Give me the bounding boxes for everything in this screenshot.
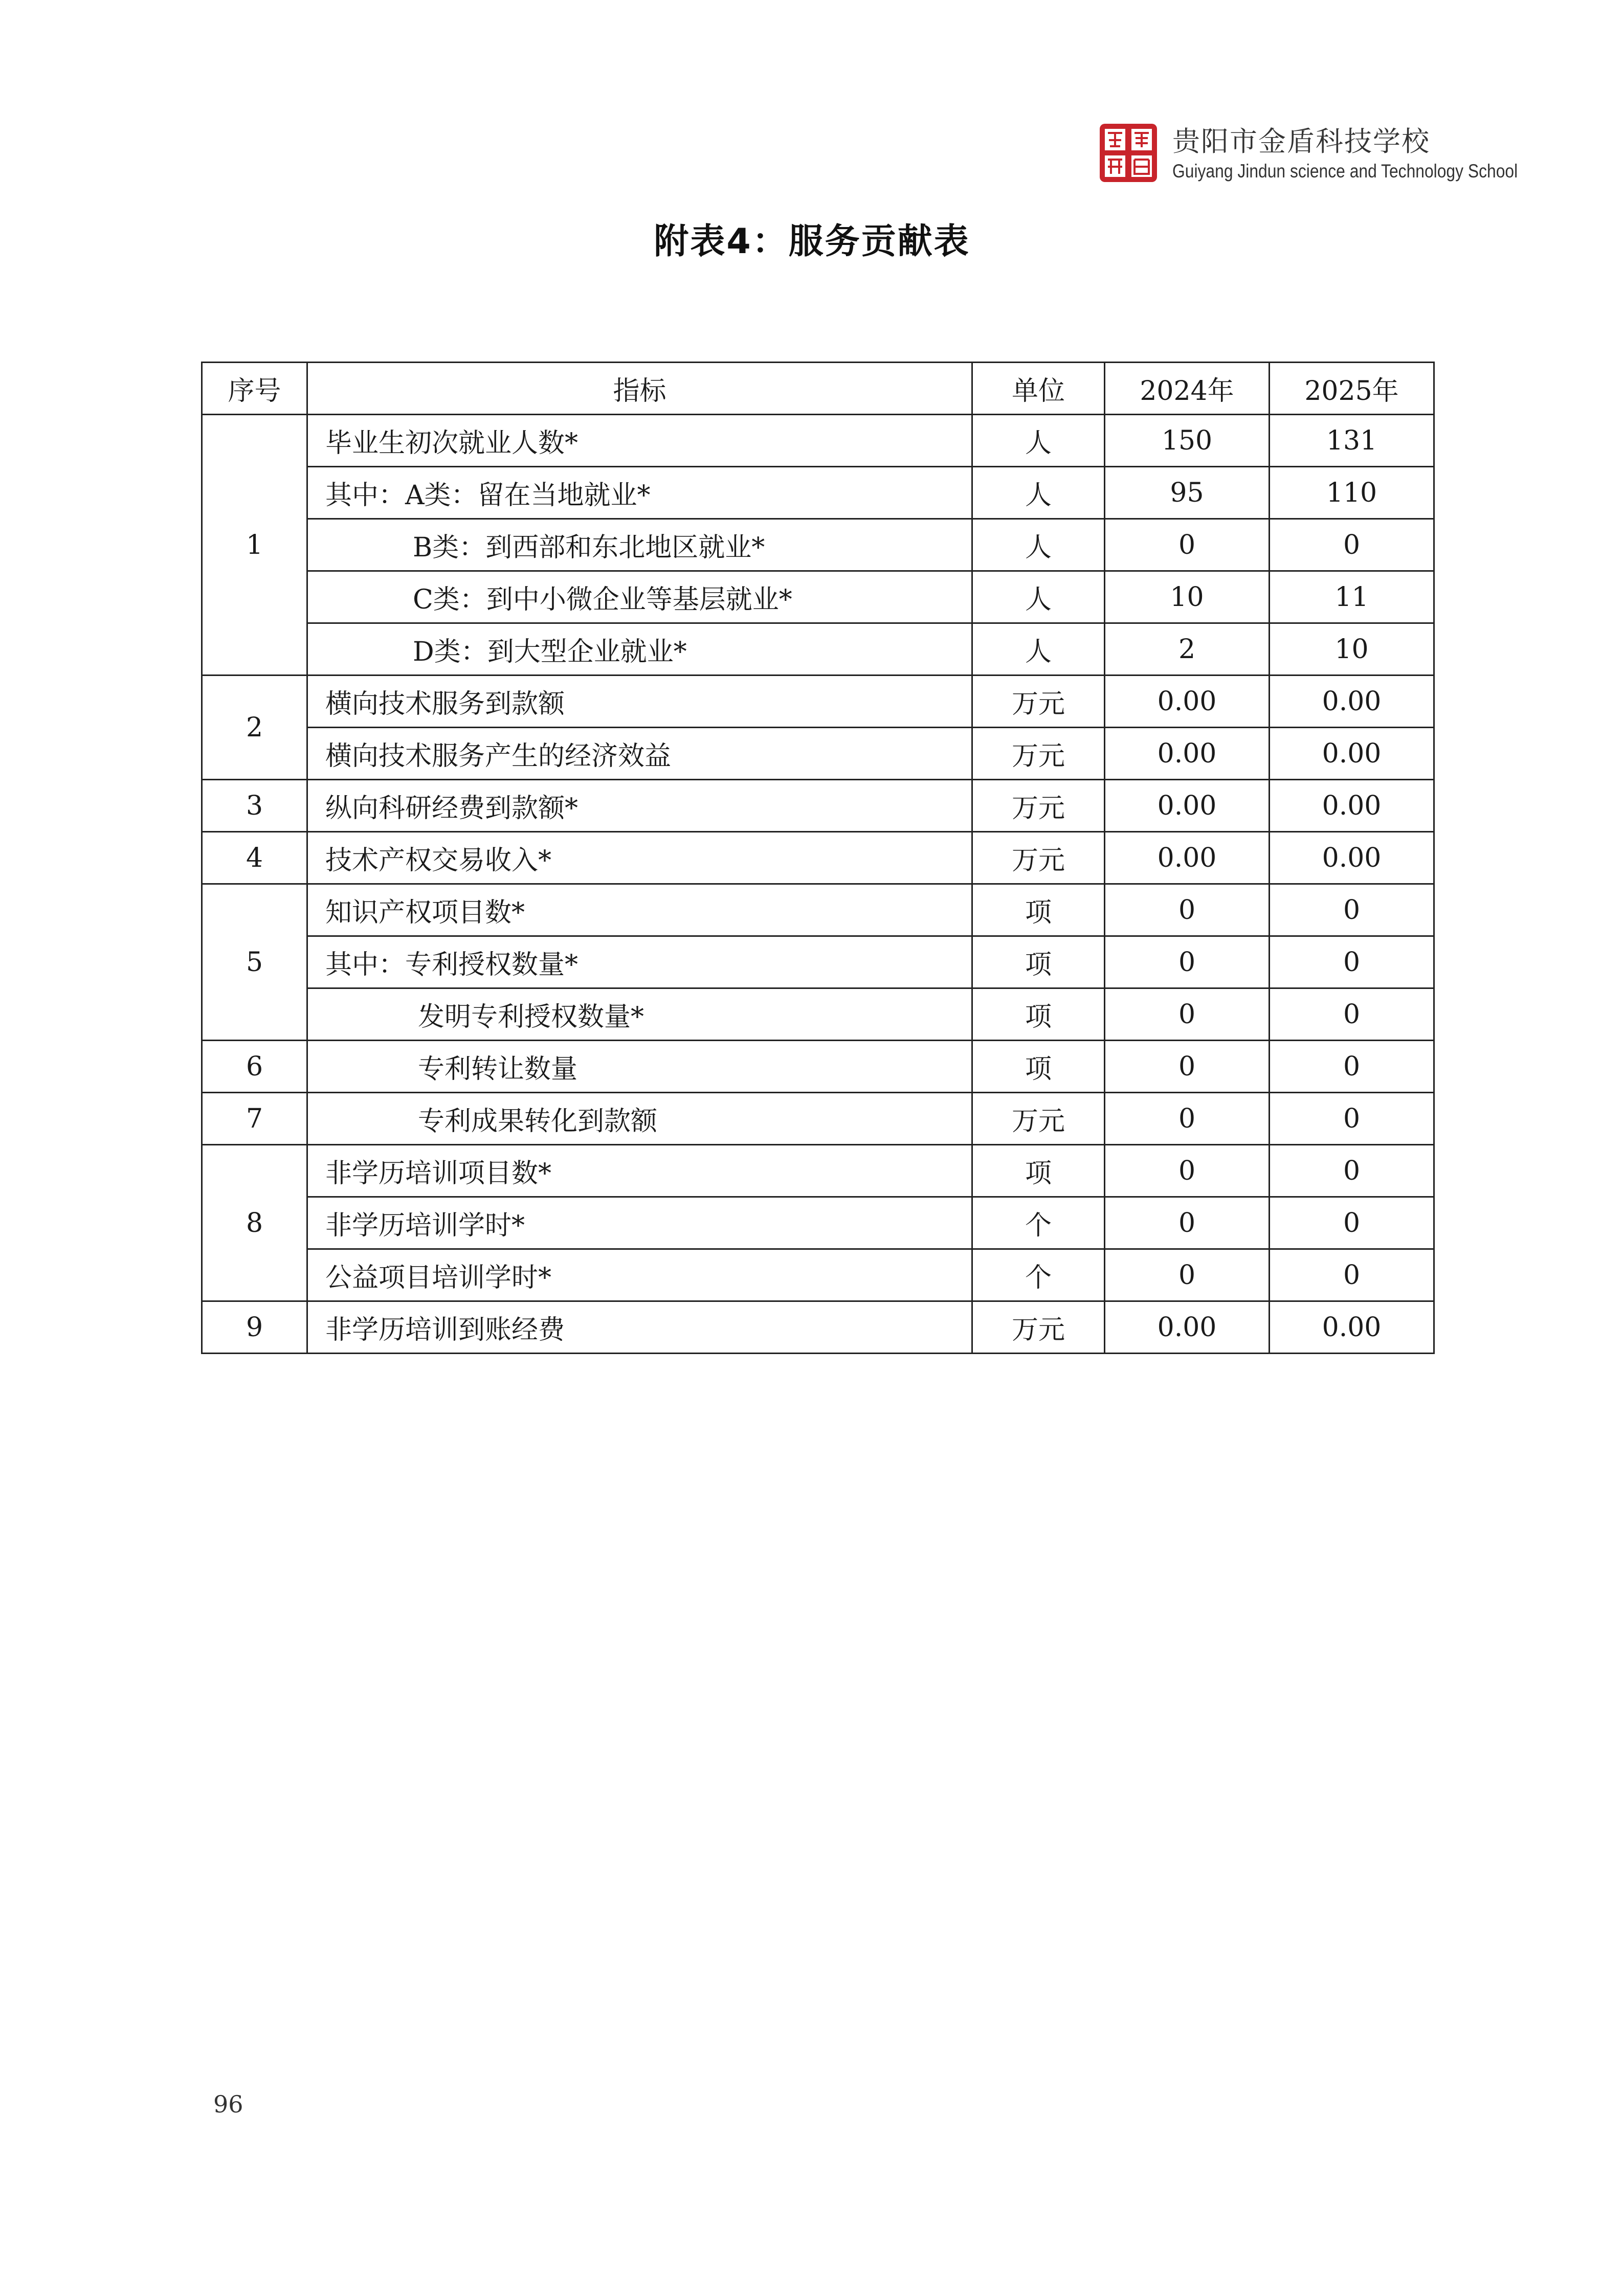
indicator-cell: 专利成果转化到款额: [307, 1093, 972, 1145]
value-2024-cell: 95: [1105, 467, 1270, 519]
unit-cell: 万元: [972, 832, 1105, 884]
value-2024-cell: 0: [1105, 988, 1270, 1041]
unit-cell: 人: [972, 571, 1105, 623]
indicator-cell: 专利转让数量: [307, 1041, 972, 1093]
value-2025-cell: 131: [1270, 415, 1434, 467]
table-row: [202, 936, 1434, 988]
table-row: [202, 988, 1434, 1041]
unit-cell: 项: [972, 1041, 1105, 1093]
indicator-cell: 其中：A类：留在当地就业*: [307, 467, 972, 519]
header-cell-unit: 单位: [972, 363, 1105, 415]
value-2025-cell: 0: [1270, 988, 1434, 1041]
indicator-cell: 技术产权交易收入*: [307, 832, 972, 884]
value-2024-cell: 0.00: [1105, 676, 1270, 728]
value-2025-cell: 11: [1270, 571, 1434, 623]
value-2024-cell: 0: [1105, 519, 1270, 571]
row-number-cell: 5: [202, 884, 307, 1041]
value-2024-cell: 0: [1105, 1041, 1270, 1093]
unit-cell: 万元: [972, 1301, 1105, 1354]
value-2024-cell: 0: [1105, 1145, 1270, 1197]
indicator-cell: 非学历培训学时*: [307, 1197, 972, 1249]
header-cell-2024: 2024年: [1105, 363, 1270, 415]
value-2025-cell: 0: [1270, 519, 1434, 571]
school-seal-logo: [1099, 123, 1158, 183]
row-number-cell: 8: [202, 1145, 307, 1301]
table-row: [202, 728, 1434, 780]
table-row: [202, 571, 1434, 623]
value-2025-cell: 10: [1270, 623, 1434, 676]
value-2025-cell: 0.00: [1270, 780, 1434, 832]
indicator-cell: 毕业生初次就业人数*: [307, 415, 972, 467]
value-2025-cell: 0: [1270, 884, 1434, 936]
page-title: 附表4：服务贡献表: [654, 221, 970, 262]
value-2025-cell: 0: [1270, 1249, 1434, 1301]
header-cell-2025: 2025年: [1270, 363, 1434, 415]
value-2025-cell: 0: [1270, 1197, 1434, 1249]
value-2024-cell: 0: [1105, 1249, 1270, 1301]
indicator-cell: 横向技术服务到款额: [307, 676, 972, 728]
table-row: [202, 1041, 1434, 1093]
indicator-cell: 发明专利授权数量*: [307, 988, 972, 1041]
value-2025-cell: 0: [1270, 1093, 1434, 1145]
value-2024-cell: 0: [1105, 884, 1270, 936]
value-2025-cell: 0.00: [1270, 676, 1434, 728]
value-2025-cell: 0: [1270, 936, 1434, 988]
unit-cell: 人: [972, 519, 1105, 571]
table-header-row: [202, 363, 1434, 415]
indicator-cell: D类：到大型企业就业*: [307, 623, 972, 676]
unit-cell: 个: [972, 1249, 1105, 1301]
school-name: 贵阳市金盾科技学校: [1172, 125, 1430, 157]
unit-cell: 项: [972, 936, 1105, 988]
value-2025-cell: 0: [1270, 1145, 1434, 1197]
table-row: [202, 1145, 1434, 1197]
value-2024-cell: 0.00: [1105, 1301, 1270, 1354]
indicator-cell: 非学历培训项目数*: [307, 1145, 972, 1197]
table-row: [202, 623, 1434, 676]
value-2024-cell: 0.00: [1105, 832, 1270, 884]
school-name-english: Guiyang Jindun science and Technology School: [1172, 161, 1518, 182]
unit-cell: 万元: [972, 1093, 1105, 1145]
value-2024-cell: 150: [1105, 415, 1270, 467]
value-2024-cell: 0.00: [1105, 780, 1270, 832]
indicator-cell: 非学历培训到账经费: [307, 1301, 972, 1354]
table-row: [202, 676, 1434, 728]
value-2024-cell: 0: [1105, 1093, 1270, 1145]
table-row: [202, 467, 1434, 519]
row-number-cell: 6: [202, 1041, 307, 1093]
table-row: [202, 519, 1434, 571]
value-2024-cell: 0: [1105, 936, 1270, 988]
unit-cell: 万元: [972, 676, 1105, 728]
unit-cell: 人: [972, 467, 1105, 519]
indicator-cell: 横向技术服务产生的经济效益: [307, 728, 972, 780]
table-row: [202, 780, 1434, 832]
header-cell-indicator: 指标: [307, 363, 972, 415]
unit-cell: 人: [972, 415, 1105, 467]
value-2025-cell: 0: [1270, 1041, 1434, 1093]
table-row: [202, 884, 1434, 936]
row-number-cell: 3: [202, 780, 307, 832]
page-number: 96: [213, 2090, 243, 2118]
table-row: [202, 832, 1434, 884]
row-number-cell: 1: [202, 415, 307, 676]
value-2025-cell: 0.00: [1270, 1301, 1434, 1354]
unit-cell: 个: [972, 1197, 1105, 1249]
table-row: [202, 1249, 1434, 1301]
row-number-cell: 4: [202, 832, 307, 884]
row-number-cell: 9: [202, 1301, 307, 1354]
table-row: [202, 1301, 1434, 1354]
value-2024-cell: 0.00: [1105, 728, 1270, 780]
table-row: [202, 1093, 1434, 1145]
unit-cell: 万元: [972, 780, 1105, 832]
table-row: [202, 1197, 1434, 1249]
indicator-cell: 公益项目培训学时*: [307, 1249, 972, 1301]
indicator-cell: 纵向科研经费到款额*: [307, 780, 972, 832]
service-contribution-table: [201, 362, 1435, 1354]
unit-cell: 项: [972, 988, 1105, 1041]
unit-cell: 人: [972, 623, 1105, 676]
value-2024-cell: 2: [1105, 623, 1270, 676]
unit-cell: 项: [972, 1145, 1105, 1197]
value-2025-cell: 0.00: [1270, 832, 1434, 884]
table-row: [202, 415, 1434, 467]
value-2025-cell: 110: [1270, 467, 1434, 519]
unit-cell: 项: [972, 884, 1105, 936]
value-2024-cell: 0: [1105, 1197, 1270, 1249]
unit-cell: 万元: [972, 728, 1105, 780]
indicator-cell: 知识产权项目数*: [307, 884, 972, 936]
indicator-cell: C类：到中小微企业等基层就业*: [307, 571, 972, 623]
header-cell-no: 序号: [202, 363, 307, 415]
row-number-cell: 2: [202, 676, 307, 780]
indicator-cell: B类：到西部和东北地区就业*: [307, 519, 972, 571]
value-2025-cell: 0.00: [1270, 728, 1434, 780]
value-2024-cell: 10: [1105, 571, 1270, 623]
row-number-cell: 7: [202, 1093, 307, 1145]
indicator-cell: 其中：专利授权数量*: [307, 936, 972, 988]
